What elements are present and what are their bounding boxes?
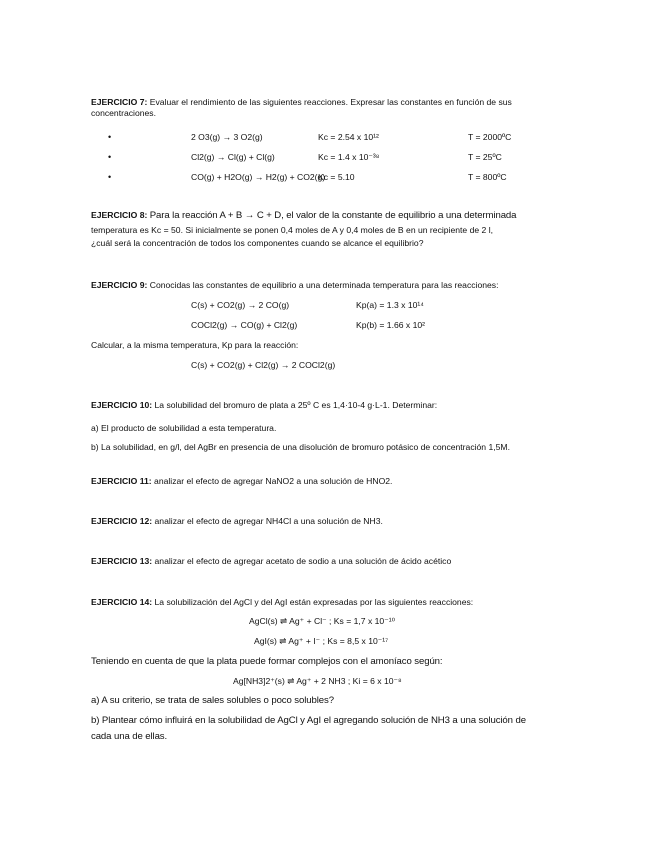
exercise-13-text: analizar el efecto de agregar acetato de sodio a una solución de ácido acético — [154, 556, 452, 566]
exercise-8-line-1 — [91, 210, 516, 221]
reaction-3-kc: Kc = 5.10 — [318, 172, 355, 182]
reaction-2-temperature: T = 25ºC — [468, 152, 502, 162]
target-reaction: C(s) + CO2(g) + Cl2(g) → 2 COCl2(g) — [191, 360, 336, 370]
reaction-2: Cl2(g) → Cl(g) + Cl(g) — [191, 152, 275, 162]
exercise-14-b-2: cada una de ellas. — [91, 731, 168, 742]
exercise-14-text-2: Teniendo en cuenta de que la plata puede formar complejos con el amoníaco según: — [91, 656, 443, 667]
exercise-12 — [91, 516, 383, 527]
reaction-3-temperature: T = 800ºC — [468, 172, 507, 182]
reaction-1-temperature: T = 2000ºC — [468, 132, 512, 142]
bullet: • — [108, 132, 112, 142]
exercise-7-intro — [91, 97, 569, 119]
exercise-11-text: analizar el efecto de agregar NaNO2 a una solución de HNO2. — [154, 476, 393, 486]
exercise-14-label: EJERCICIO 14: — [91, 597, 153, 607]
equilibrium-a-kp: Kp(a) = 1.3 x 10¹⁴ — [356, 300, 424, 310]
reaction-1: 2 O3(g) → 3 O2(g) — [191, 132, 263, 142]
exercise-14-a: a) A su criterio, se trata de sales solubles o poco solubles? — [91, 695, 334, 706]
exercise-9-text: Conocidas las constantes de equilibrio a una determinada temperatura para las reacciones: — [149, 280, 499, 290]
reaction-1-kc: Kc = 2.54 x 10¹² — [318, 132, 379, 142]
exercise-9-calc: Calcular, a la misma temperatura, Kp para la reacción: — [91, 340, 299, 350]
exercise-11 — [91, 476, 392, 487]
reaction-3: CO(g) + H2O(g) → H2(g) + CO2(g) — [191, 172, 326, 182]
exercise-13 — [91, 556, 451, 567]
exercise-12-label: EJERCICIO 12: — [91, 516, 153, 526]
exercise-12-text: analizar el efecto de agregar NH4Cl a una solución de NH3. — [154, 516, 383, 526]
complex-equilibrium: Ag[NH3]2⁺(s) ⇌ Ag⁺ + 2 NH3 ; Ki = 6 x 10⁻⁸ — [233, 676, 402, 686]
exercise-7-label: EJERCICIO 7: — [91, 97, 148, 107]
exercise-13-label: EJERCICIO 13: — [91, 556, 153, 566]
exercise-10-label: EJERCICIO 10: — [91, 400, 153, 410]
exercise-10-intro — [91, 400, 437, 411]
exercise-11-label: EJERCICIO 11: — [91, 476, 152, 486]
equilibrium-a: C(s) + CO2(g) → 2 CO(g) — [191, 300, 290, 310]
exercise-14-text: La solubilización del AgCl y del AgI están expresadas por las siguientes reacciones: — [154, 597, 474, 607]
bullet: • — [108, 172, 112, 182]
exercise-8-text-1: Para la reacción A + B → C + D, el valor de la constante de equilibrio a una determinada — [149, 210, 517, 221]
agcl-equilibrium: AgCl(s) ⇌ Ag⁺ + Cl⁻ ; Ks = 1,7 x 10⁻¹⁰ — [249, 616, 396, 626]
exercise-9-intro — [91, 280, 498, 291]
exercise-14-intro — [91, 597, 473, 608]
exercise-8-text-3: ¿cuál será la concentración de todos los componentes cuando se alcance el equilibrio? — [91, 238, 424, 248]
exercise-8-label: EJERCICIO 8: — [91, 210, 148, 220]
exercise-7-text: Evaluar el rendimiento de las siguientes reacciones. Expresar las constantes en función de sus concentraciones. — [91, 97, 512, 118]
exercise-10-b: b) La solubilidad, en g/l, del AgBr en presencia de una disolución de bromuro potásico de concentración 1,5M. — [91, 442, 510, 452]
exercise-9-label: EJERCICIO 9: — [91, 280, 148, 290]
exercise-10-text: La solubilidad del bromuro de plata a 25º C es 1,4·10-4 g·L-1. Determinar: — [154, 400, 438, 410]
agi-equilibrium: AgI(s) ⇌ Ag⁺ + I⁻ ; Ks = 8,5 x 10⁻¹⁷ — [254, 636, 389, 646]
equilibrium-b: COCl2(g) → CO(g) + Cl2(g) — [191, 320, 298, 330]
exercise-10-a: a) El producto de solubilidad a esta temperatura. — [91, 423, 277, 433]
exercise-8-text-2: temperatura es Kc = 50. Si inicialmente se ponen 0,4 moles de A y 0,4 moles de B en un recipiente de 2 l, — [91, 225, 493, 235]
reaction-2-kc: Kc = 1.4 x 10⁻³⁸ — [318, 152, 380, 162]
bullet: • — [108, 152, 112, 162]
equilibrium-b-kp: Kp(b) = 1.66 x 10² — [356, 320, 426, 330]
exercise-14-b-1: b) Plantear cómo influirá en la solubilidad de AgCl y AgI el agregando solución de NH3 a una solución de — [91, 715, 526, 726]
